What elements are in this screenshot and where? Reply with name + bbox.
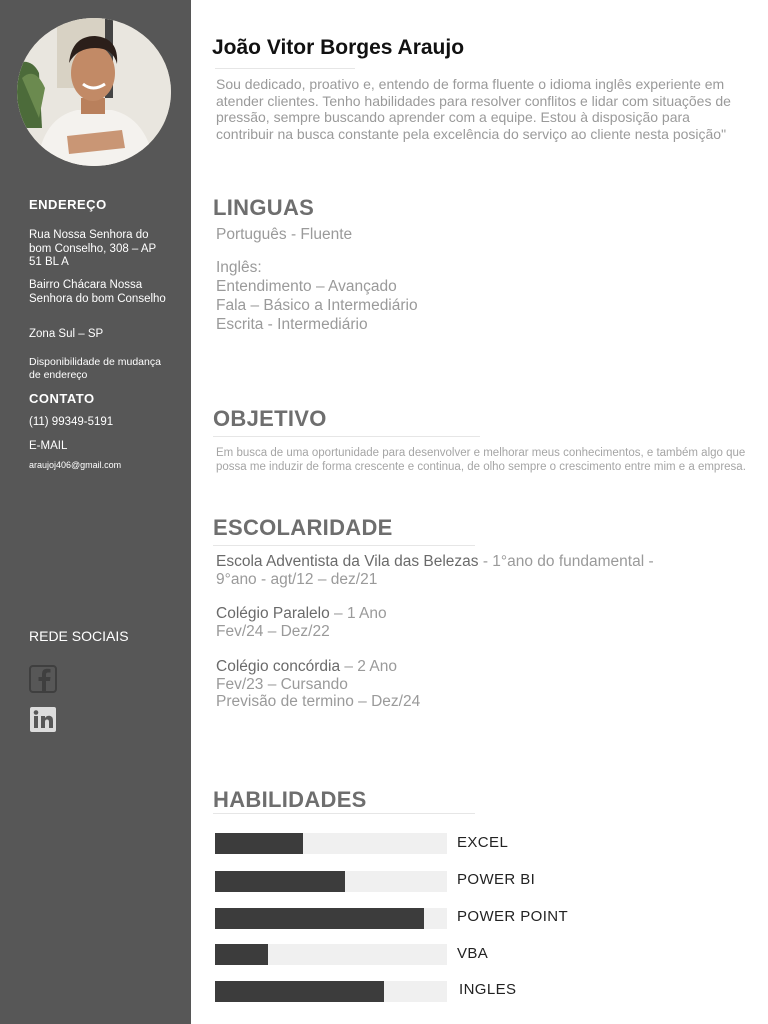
facebook-icon[interactable] [29, 665, 57, 691]
school-detail: - 1°ano do fundamental - [478, 553, 654, 570]
skill-bar-fill [215, 833, 303, 854]
skill-bar-fill [215, 908, 424, 929]
school-name: Escola Adventista da Vila das Belezas [216, 553, 479, 570]
social-heading: REDE SOCIAIS [29, 628, 129, 644]
address-neighborhood: Bairro Chácara Nossa Senhora do bom Conselho [29, 279, 166, 305]
address-heading: ENDEREÇO [29, 197, 107, 212]
education-item [216, 658, 420, 711]
address-zone: Zona Sul – SP [29, 328, 104, 340]
skill-bar-fill [215, 981, 384, 1002]
skill-label: POWER POINT [457, 908, 569, 925]
skill-bar-track [215, 833, 447, 854]
email-label: E-MAIL [29, 440, 68, 452]
skill-bar-track [215, 908, 447, 929]
english-understanding: Entendimento – Avançado [216, 278, 397, 295]
objective-text: Em busca de uma oportunidade para desenvolver e melhorar meus conhecimentos, e também algo que possa me induzir de forma crescente e continua, de olho sempre o crescimento entre mim e a empresa. [216, 447, 746, 473]
skill-label: VBA [457, 945, 489, 962]
contact-heading: CONTATO [29, 391, 95, 406]
education-heading: ESCOLARIDADE [213, 515, 393, 540]
phone-number: (11) 99349-5191 [29, 416, 114, 428]
skill-bar-track [215, 871, 447, 892]
education-item [216, 605, 387, 641]
address-note: Disponibilidade de mudança de endereço [29, 356, 161, 381]
education-divider [213, 545, 475, 546]
school-period: Fev/23 – Cursando [216, 675, 348, 693]
candidate-name: João Vitor Borges Araujo [212, 36, 465, 59]
address-line: Rua Nossa Senhora do bom Conselho, 308 – AP 51 BL A [29, 229, 157, 268]
skill-label: EXCEL [457, 834, 509, 851]
skills-heading: HABILIDADES [213, 787, 367, 812]
school-detail: – 2 Ano [340, 658, 397, 675]
skills-divider [213, 813, 475, 814]
skill-bar-track [215, 944, 447, 965]
sidebar [0, 0, 191, 1024]
school-name: Colégio Paralelo [216, 605, 330, 622]
language-english-label: Inglês: [216, 259, 262, 276]
english-speaking: Fala – Básico a Intermediário [216, 297, 418, 314]
linkedin-icon[interactable] [29, 707, 57, 733]
name-divider [215, 68, 355, 69]
profile-photo [17, 18, 171, 166]
objective-heading: OBJETIVO [213, 406, 327, 431]
languages-heading: LINGUAS [213, 195, 315, 220]
email-address[interactable]: araujoj406@gmail.com [29, 460, 122, 470]
education-item [216, 553, 736, 589]
school-period: Fev/24 – Dez/22 [216, 623, 330, 640]
english-writing: Escrita - Intermediário [216, 316, 368, 333]
language-portuguese: Português - Fluente [216, 226, 353, 243]
school-name: Colégio concórdia [216, 658, 341, 675]
school-period: 9°ano - agt/12 – dez/21 [216, 571, 378, 588]
skill-bar-fill [215, 944, 268, 965]
skill-label: POWER BI [457, 871, 536, 888]
objective-divider [213, 436, 480, 437]
school-detail: – 1 Ano [329, 605, 387, 622]
profile-summary: Sou dedicado, proativo e, entendo de forma fluente o idioma inglês experiente em atender clientes. Tenho habilidades para resolver conflitos e lidar com situações de pressão, sempre buscando aprender com a equipe. Estou à disposição para contribuir na busca constante pela excelência do serviço ao cliente nesta posição" [216, 76, 731, 142]
skill-bar-fill [215, 871, 345, 892]
school-forecast: Previsão de termino – Dez/24 [216, 693, 421, 710]
skill-bar-track [215, 981, 447, 1002]
skill-label: INGLES [459, 981, 517, 998]
